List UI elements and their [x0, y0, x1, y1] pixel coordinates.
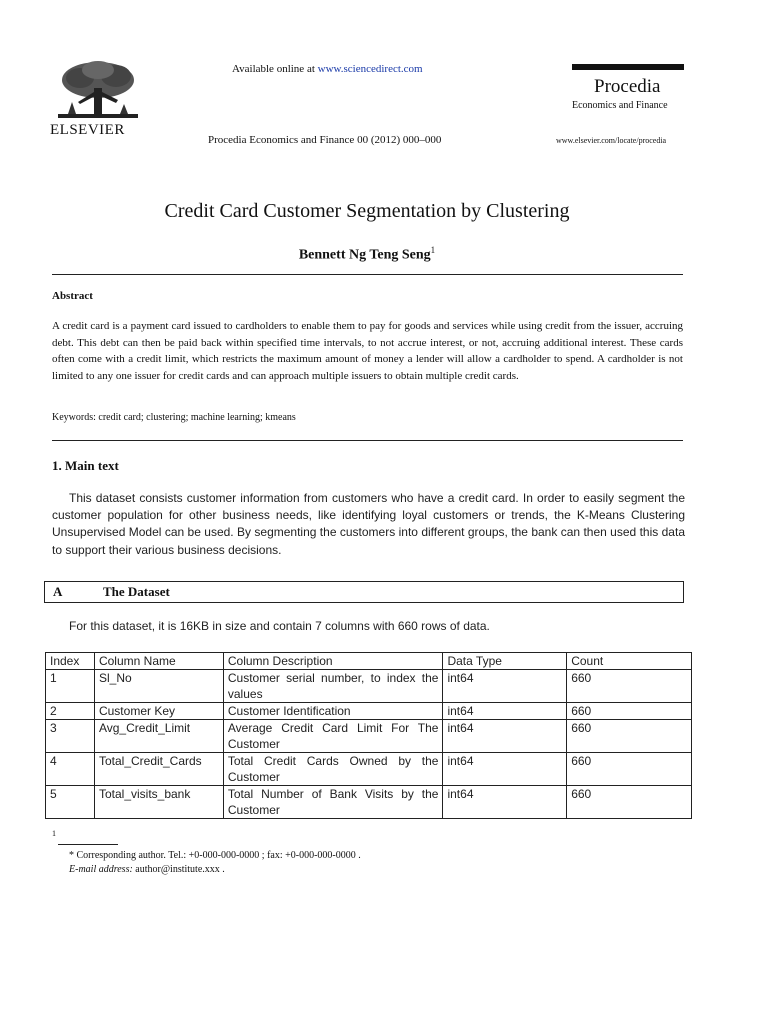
- availability-prefix: Available online at: [232, 63, 315, 75]
- footnote-rule: [58, 844, 118, 845]
- cell-column-name: Total_visits_bank: [94, 786, 223, 819]
- procedia-url[interactable]: www.elsevier.com/locate/procedia: [556, 136, 667, 145]
- table-row: [46, 703, 692, 720]
- cell-data-type: int64: [443, 670, 567, 703]
- footnote-contact: * Corresponding author. Tel.: +0-000-000-0000 ; fax: +0-000-000-0000 .: [69, 850, 361, 861]
- cell-column-name: Sl_No: [94, 670, 223, 703]
- divider-bottom: [52, 440, 683, 441]
- cell-description: Total Number of Bank Visits by the Customer: [223, 786, 443, 819]
- keywords: Keywords: credit card; clustering; machine learning; kmeans: [52, 412, 296, 423]
- cell-index: 2: [46, 703, 95, 720]
- divider-top: [52, 274, 683, 275]
- main-paragraph: This dataset consists customer information from customers who have a credit card. In order to easily segment the customer population for other business needs, like identifying loyal customers or trends, the K-Means Clustering Unsupervised Model can be used. By segmenting the customers into different groups, the bank can then used this data to support their various business decisions.: [52, 491, 685, 557]
- cell-data-type: int64: [443, 786, 567, 819]
- email-value: author@institute.xxx .: [132, 864, 225, 875]
- table-header-row: [46, 653, 692, 670]
- cell-description: Customer Identification: [223, 703, 443, 720]
- footnote-email: [69, 864, 225, 875]
- procedia-subtitle: Economics and Finance: [572, 100, 668, 111]
- section-heading: 1. Main text: [52, 458, 119, 473]
- cell-index: 3: [46, 720, 95, 753]
- cell-data-type: int64: [443, 720, 567, 753]
- header-data-type: Data Type: [443, 653, 567, 670]
- cell-count: 660: [567, 720, 692, 753]
- table-row: [46, 670, 692, 703]
- availability-line: [232, 63, 423, 75]
- cell-description: Average Credit Card Limit For The Customer: [223, 720, 443, 753]
- author-name: Bennett Ng Teng Seng: [298, 247, 431, 263]
- cell-index: 1: [46, 670, 95, 703]
- subsection-title: The Dataset: [103, 584, 170, 599]
- abstract-heading: Abstract: [52, 290, 93, 302]
- author-line: [0, 245, 734, 264]
- cell-column-name: Total_Credit_Cards: [94, 753, 223, 786]
- table-row: [46, 720, 692, 753]
- procedia-title: Procedia: [594, 76, 661, 97]
- cell-index: 5: [46, 786, 95, 819]
- cell-count: 660: [567, 670, 692, 703]
- cell-count: 660: [567, 703, 692, 720]
- header-count: Count: [567, 653, 692, 670]
- header-column-description: Column Description: [223, 653, 443, 670]
- publisher-name: ELSEVIER: [50, 122, 125, 138]
- cell-description: Total Credit Cards Owned by the Customer: [223, 753, 443, 786]
- cell-column-name: Avg_Credit_Limit: [94, 720, 223, 753]
- footnote-mark: 1: [52, 829, 56, 838]
- header-column-name: Column Name: [94, 653, 223, 670]
- dataset-table: [45, 652, 692, 819]
- cell-count: 660: [567, 786, 692, 819]
- author-footnote-mark: 1: [430, 245, 436, 255]
- sciencedirect-link[interactable]: www.sciencedirect.com: [317, 63, 423, 75]
- cell-description: Customer serial number, to index the values: [223, 670, 443, 703]
- table-row: [46, 753, 692, 786]
- email-label: E-mail address:: [69, 864, 133, 875]
- paper-title: Credit Card Customer Segmentation by Clustering: [164, 200, 570, 222]
- cell-data-type: int64: [443, 703, 567, 720]
- cell-index: 4: [46, 753, 95, 786]
- subsection-letter: A: [53, 584, 63, 599]
- table-row: [46, 786, 692, 819]
- cell-count: 660: [567, 753, 692, 786]
- abstract-text: A credit card is a payment card issued to cardholders to enable them to pay for goods and services while using credit from the issuer, accruing debt. This debt can then be paid back within specified time intervals, to not accrue interest, or not, accruing additional interest. These cards often come with a credit limit, which restricts the maximum amount of money a lender will allow a cardholder to spend. A cardholder is not limited to any one issuer for credit cards and can approach multiple issuers to obtain multiple credit cards.: [52, 320, 683, 382]
- cell-data-type: int64: [443, 753, 567, 786]
- cell-column-name: Customer Key: [94, 703, 223, 720]
- header-index: Index: [46, 653, 95, 670]
- dataset-intro: For this dataset, it is 16KB in size and contain 7 columns with 660 rows of data.: [69, 619, 490, 633]
- journal-citation: Procedia Economics and Finance 00 (2012) 000–000: [208, 134, 442, 146]
